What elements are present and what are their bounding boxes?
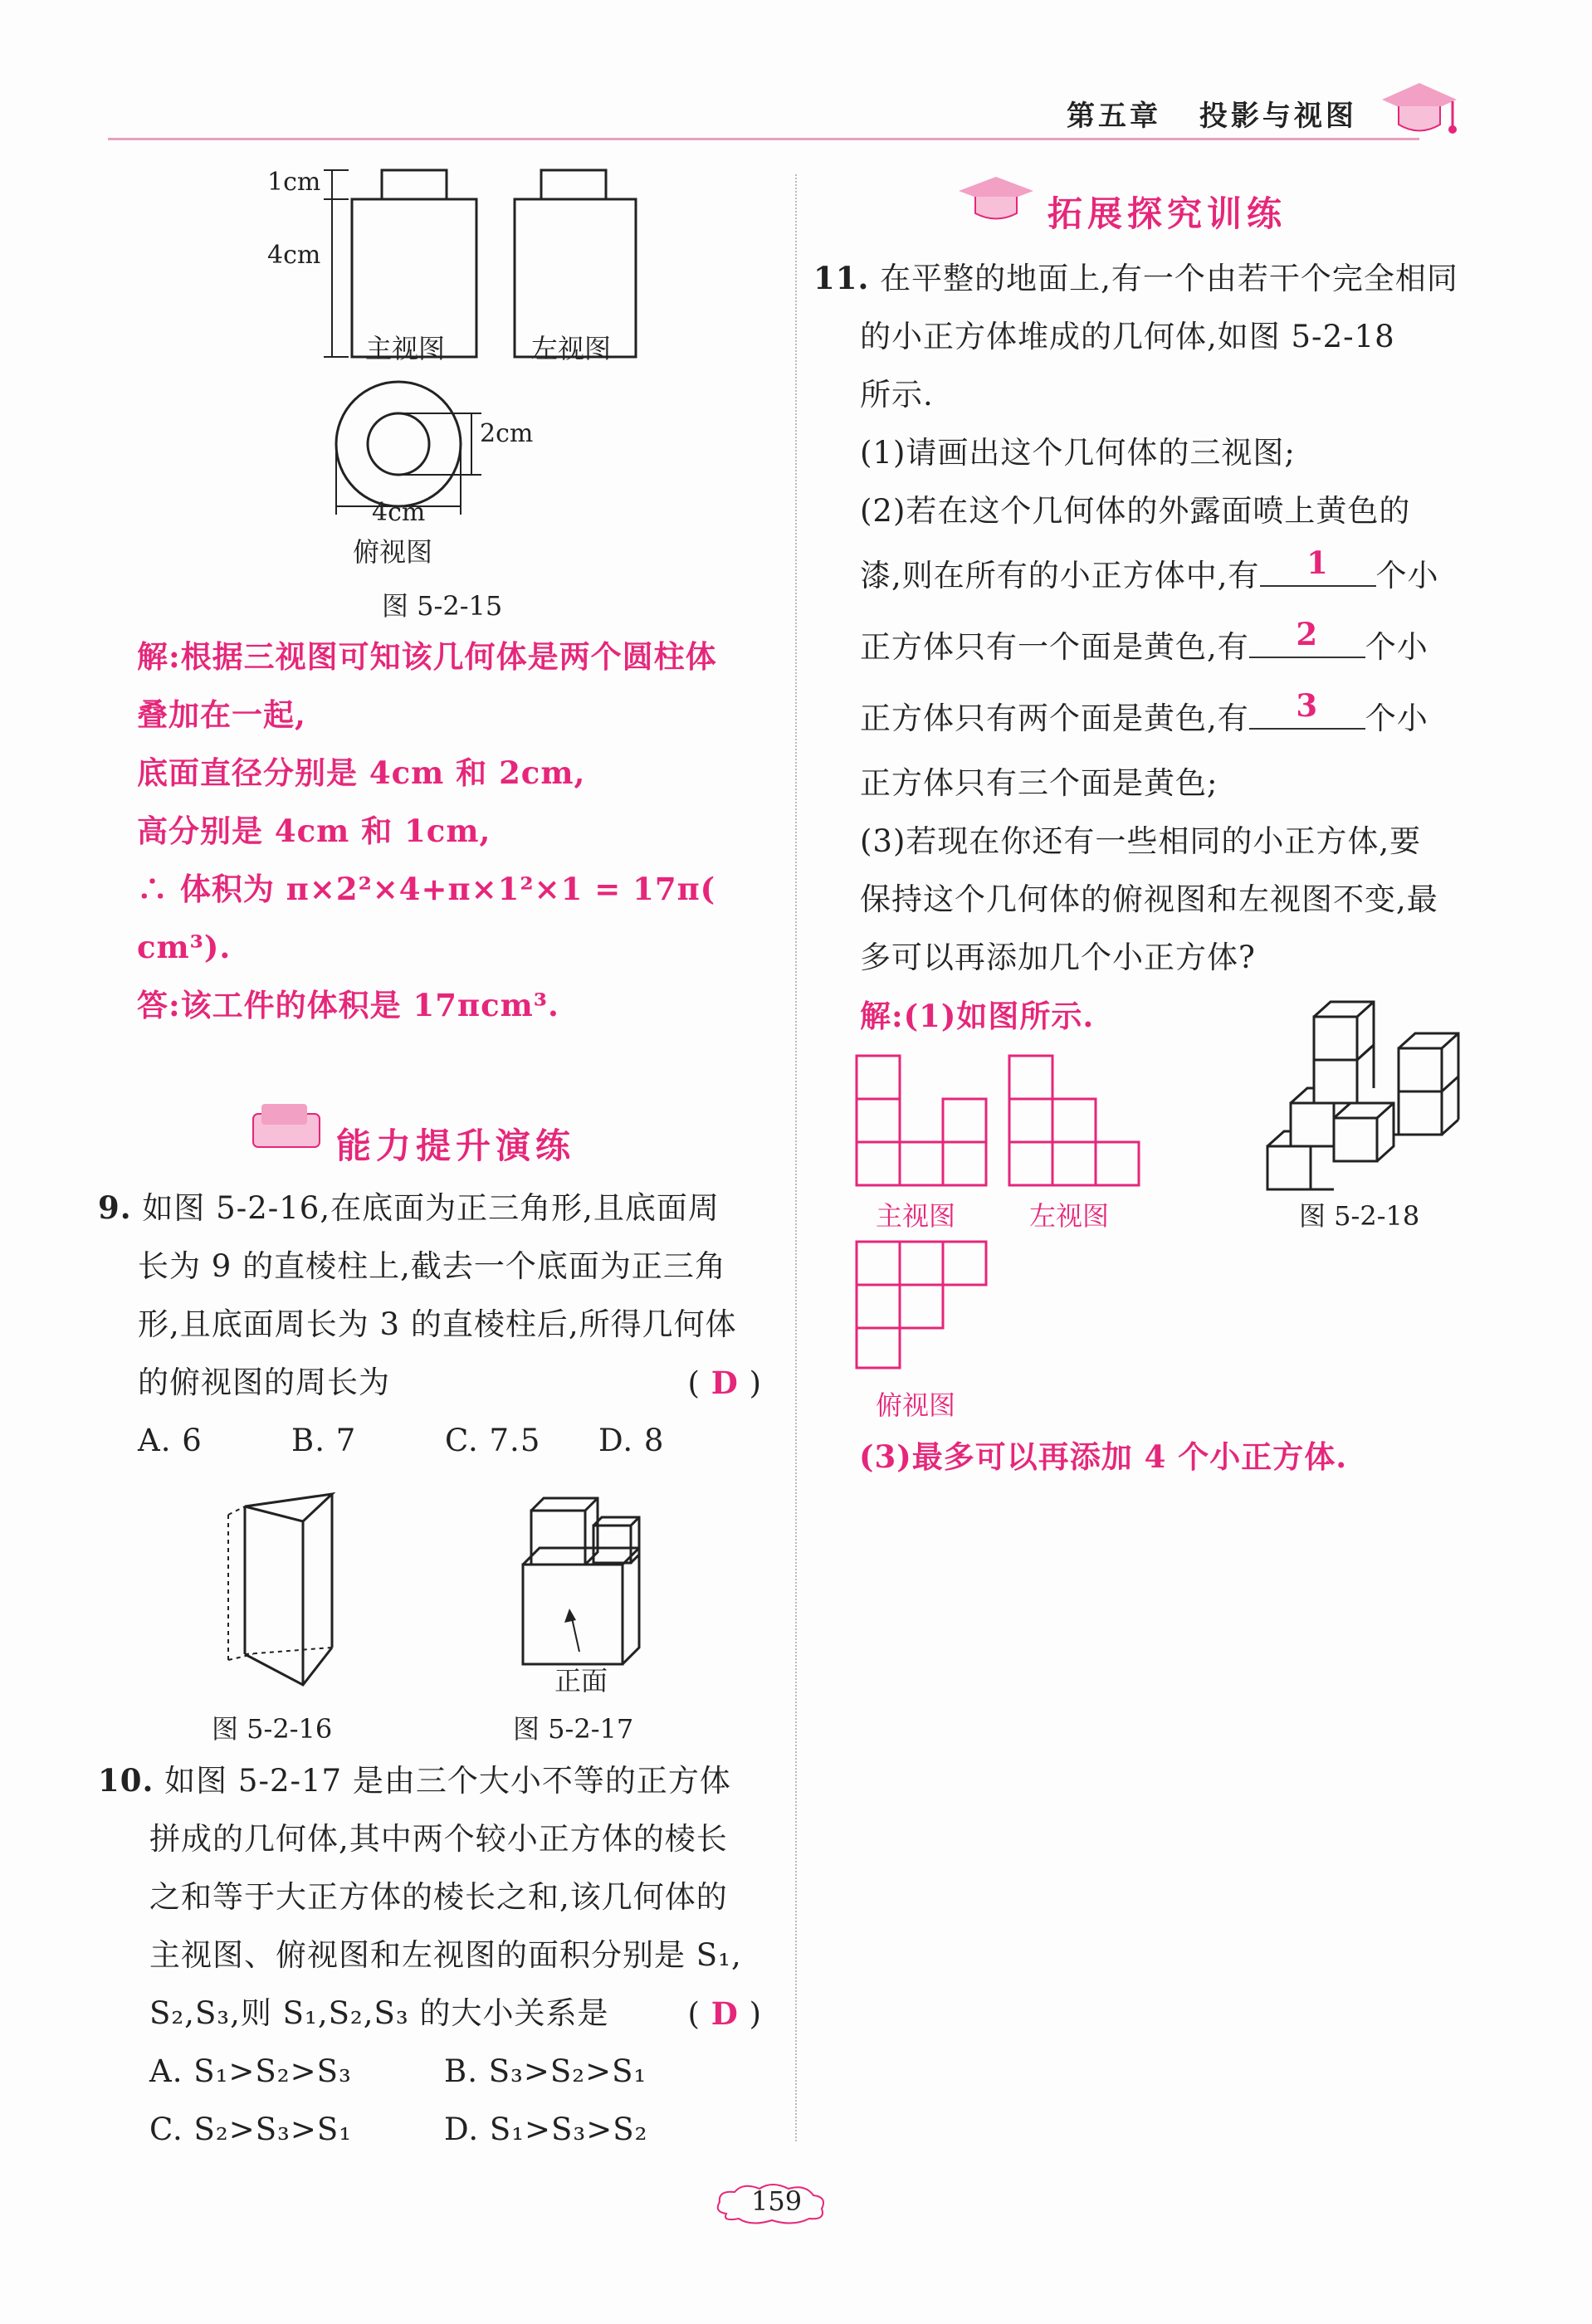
option-a: A. 6 [138, 1423, 203, 1458]
chapter-title: 投影与视图 [1199, 100, 1357, 133]
main-view-label: 主视图 [365, 333, 446, 364]
page-number: 159 [751, 2185, 803, 2217]
question-number: 10. [98, 1762, 154, 1799]
figure-caption: 图 5-2-16 [212, 1713, 333, 1745]
answer-blank-2: 2 [1249, 612, 1365, 658]
question-text: (1)请画出这个几何体的三视图; [860, 435, 1296, 471]
question-10 [98, 1751, 770, 2159]
option-d: D. 8 [598, 1423, 665, 1458]
solution-line: 解:根据三视图可知该几何体是两个圆柱体 [137, 638, 717, 675]
answer-bracket: ( D ) [687, 1995, 762, 2032]
book-icon [249, 1097, 328, 1155]
top-view-label: 俯视图 [353, 536, 433, 568]
figure-5-2-17-cubes [515, 1477, 656, 1677]
left-view-label: 左视图 [531, 333, 612, 364]
question-text: 正方体只有两个面是黄色,有 [860, 701, 1249, 736]
solution-line: 叠加在一起, [137, 696, 306, 733]
dim-1cm: 1cm [267, 168, 321, 197]
option-c: C. S₂>S₃>S₁ [149, 2112, 353, 2147]
answer-blank-3: 3 [1249, 683, 1365, 730]
graduation-cap-icon [1374, 75, 1465, 149]
question-text: 形,且底面周长为 3 的直棱柱后,所得几何体 [138, 1306, 737, 1342]
question-text: 所示. [860, 377, 934, 413]
solution-line: 解:(1)如图所示. [860, 998, 1095, 1034]
main-view-label: 主视图 [876, 1200, 956, 1232]
figure-caption: 图 5-2-18 [1299, 1200, 1420, 1232]
question-text: 拼成的几何体,其中两个较小正方体的棱长 [149, 1821, 728, 1857]
solution-8 [137, 627, 784, 1034]
question-number: 11. [813, 260, 870, 296]
question-text: (2)若在这个几何体的外露面喷上黄色的 [860, 493, 1411, 529]
question-text: 在平整的地面上,有一个由若干个完全相同 [880, 261, 1458, 296]
question-text: (3)若现在你还有一些相同的小正方体,要 [860, 823, 1422, 859]
option-b: B. 7 [291, 1423, 357, 1458]
question-text: 的小正方体堆成的几何体,如图 5-2-18 [860, 319, 1395, 354]
question-9 [98, 1179, 770, 1470]
chapter-header [1067, 93, 1357, 134]
option-a: A. S₁>S₂>S₃ [149, 2053, 352, 2089]
section-title-explore: 拓展探究训练 [1047, 193, 1287, 234]
solution-line: 底面直径分别是 4cm 和 2cm, [137, 754, 586, 791]
question-text: 个小 [1365, 701, 1428, 736]
front-face-label: 正面 [554, 1665, 608, 1697]
question-text: 的俯视图的周长为 [138, 1365, 390, 1400]
left-view-label: 左视图 [1029, 1200, 1110, 1232]
figure-caption: 图 5-2-15 [382, 590, 503, 622]
option-row [98, 1412, 770, 1470]
figure-5-2-15 [249, 162, 780, 577]
question-text: 个小 [1365, 629, 1428, 665]
option-row [98, 2101, 770, 2159]
question-text: 如图 5-2-16,在底面为正三角形,且底面周 [142, 1190, 720, 1226]
dim-4cm-top: 4cm [372, 498, 426, 527]
option-c: C. 7.5 [445, 1423, 541, 1458]
answer-choice: D [711, 1365, 739, 1401]
answer-blank-1: 1 [1260, 540, 1376, 587]
dim-4cm: 4cm [267, 241, 321, 270]
column-divider [795, 174, 797, 2141]
option-row [98, 2043, 770, 2101]
question-text: 保持这个几何体的俯视图和左视图不变,最 [860, 881, 1438, 917]
option-b: B. S₃>S₂>S₁ [444, 2053, 647, 2089]
solution-line: 答:该工件的体积是 17πcm³. [137, 987, 559, 1023]
question-text: 正方体只有一个面是黄色,有 [860, 629, 1249, 665]
question-text: 正方体只有三个面是黄色; [860, 765, 1218, 801]
figure-5-2-16-prism [220, 1490, 361, 1706]
option-d: D. S₁>S₃>S₂ [444, 2112, 648, 2147]
solution-line: 高分别是 4cm 和 1cm, [137, 813, 491, 849]
solution-line: (3)最多可以再添加 4 个小正方体. [859, 1438, 1348, 1475]
figure-5-2-18-cubes [1266, 992, 1482, 1191]
question-11 [813, 249, 1477, 1045]
header-rule [108, 138, 1419, 140]
solution-line: ∴ 体积为 π×2²×4+π×1²×1 = 17π( cm³). [137, 871, 716, 965]
question-text: 个小 [1375, 558, 1439, 593]
question-text: 如图 5-2-17 是由三个大小不等的正方体 [164, 1763, 731, 1799]
section-title-ability: 能力提升演练 [336, 1125, 576, 1166]
question-text: 主视图、俯视图和左视图的面积分别是 S₁, [149, 1937, 742, 1973]
question-text: 漆,则在所有的小正方体中,有 [860, 558, 1260, 593]
answer-bracket: ( D ) [687, 1365, 762, 1401]
question-number: 9. [98, 1189, 132, 1226]
chapter-number: 第五章 [1067, 100, 1161, 133]
question-text: 多可以再添加几个小正方体? [860, 940, 1256, 975]
dim-2cm: 2cm [480, 419, 534, 448]
question-text: 之和等于大正方体的棱长之和,该几何体的 [149, 1879, 728, 1915]
question-text: 长为 9 的直棱柱上,截去一个底面为正三角 [138, 1248, 726, 1284]
question-text: S₂,S₃,则 S₁,S₂,S₃ 的大小关系是 [149, 1995, 609, 2031]
answer-choice: D [711, 1995, 739, 2032]
top-view-label: 俯视图 [876, 1389, 956, 1421]
graduation-cap-icon [955, 170, 1042, 228]
figure-caption: 图 5-2-17 [513, 1713, 634, 1745]
